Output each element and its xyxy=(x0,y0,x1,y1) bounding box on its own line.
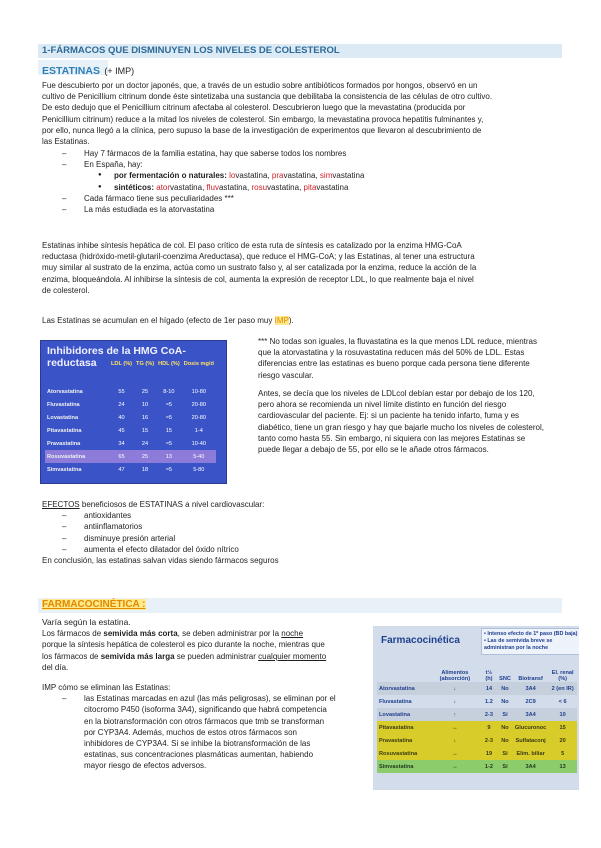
liver-text: Las Estatinas se acumulan en el hígado (efecto de 1er paso muy xyxy=(42,316,275,325)
drug-suffix: vastatina xyxy=(283,171,316,181)
value-cell: 24 xyxy=(118,401,125,408)
pk-note-line: • Las de semivida breve se administran por la noche xyxy=(484,638,553,651)
list-item: – Hay 7 fármacos de la familia estatina, hay que saberse todos los nombres xyxy=(62,148,542,159)
value-cell: ≈5 xyxy=(165,401,172,408)
value-cell: 40 xyxy=(118,414,125,421)
header-cell: HDL (%) xyxy=(158,361,180,367)
table-header-row xyxy=(377,660,577,682)
value-cell: Sulfataconj xyxy=(513,734,548,747)
header-cell xyxy=(377,660,429,682)
value-cell: 8-10 xyxy=(163,388,175,395)
list-item: – Cada fármaco tiene sus peculiaridades *** xyxy=(62,193,542,204)
intro-line: De esto dedujo que el Penicillium citrinum afectaba al colesterol. Descubrieron luego que la mevastatina (producida por xyxy=(42,103,466,113)
drug-suffix: vastatina xyxy=(170,182,203,192)
header-cell: TG (%) xyxy=(136,361,155,367)
drug-prefix: pita xyxy=(303,182,317,192)
drug-suffix: vastatina xyxy=(332,171,365,181)
efecto-item: – aumenta el efecto dilatador del óxido nítrico xyxy=(62,544,562,555)
value-cell: 1-4 xyxy=(194,427,203,434)
efectos-rest: beneficiosos de ESTATINAS a nivel cardiovascular: xyxy=(79,500,265,509)
bullet-line: inhibidores de CYP3A4. Si se inhibe la biotransformación de las xyxy=(84,739,311,749)
value-cell: 9 xyxy=(481,721,497,734)
liver-line xyxy=(42,315,294,326)
header-cell: Dosis mg/d xyxy=(183,361,214,367)
side-line: Antes, se decía que los niveles de LDLcol debían estar por debajo de los 120, xyxy=(258,389,535,398)
value-cell: 5-40 xyxy=(182,450,216,463)
text-span: Los fármacos de xyxy=(42,629,104,639)
drug-cell: Lovastatina xyxy=(47,414,79,421)
value-cell: 2 (en IR) xyxy=(548,682,577,695)
value-cell: 14 xyxy=(481,682,497,695)
mechanism-line: muy similar al sustrato de la enzima, actúa como un sustrato falso y, al ser catalizada por la enzima, reduce la acción de la xyxy=(42,263,477,273)
bullet-line: citocromo P450 (isoforma 3A4), significando que habrá competencia xyxy=(84,705,327,715)
bullet-line: estatinas, sus concentraciones plasmáticas aumentan, habiendo xyxy=(84,750,314,760)
value-cell: 20 xyxy=(548,734,577,747)
value-cell: 25 xyxy=(134,450,156,463)
drug-cell: Pravastatina xyxy=(377,734,429,747)
intro-line: por ello, nunca llegó a la clínica, pero supuso la base de la investigación de experimentos que llevaron al descubrimiento de xyxy=(42,125,482,135)
intro-line: las Estatinas. xyxy=(42,137,90,147)
farmaco-p-line xyxy=(42,651,372,662)
table-row-highlighted xyxy=(45,450,216,463)
hmg-table-title: Inhibidores de la HMG CoA-reductasa xyxy=(47,345,186,369)
value-cell: 1.2 xyxy=(485,698,493,705)
value-cell: 19 xyxy=(481,747,497,760)
drug-prefix: fluv xyxy=(206,182,219,192)
synth-item: ● sintéticos: atorvastatina, fluvastatina, rosuvastatina, pitavastatina xyxy=(98,182,542,193)
value-cell: 25 xyxy=(141,388,149,395)
drug-cell: Rosuvastatina xyxy=(45,450,109,463)
efecto-item: – antioxidantes xyxy=(62,510,562,521)
value-cell: ↓ xyxy=(453,698,457,705)
drug-cell: Lovastatina xyxy=(377,708,429,721)
list-item: – La más estudiada es la atorvastatina xyxy=(62,204,542,215)
value-cell: 16 xyxy=(141,414,149,421)
elimination-item xyxy=(62,693,372,771)
drug-prefix: rosu xyxy=(251,182,268,192)
table-row xyxy=(377,708,577,721)
drug-prefix: pra xyxy=(271,171,284,181)
subheading-row xyxy=(42,61,134,79)
value-cell: 10 xyxy=(548,708,577,721)
table-row xyxy=(45,463,216,476)
table-row xyxy=(45,398,216,411)
table-row xyxy=(377,747,577,760)
section-heading: 1-FÁRMACOS QUE DISMINUYEN LOS NIVELES DE COLESTEROL xyxy=(42,45,340,56)
value-cell: No xyxy=(497,682,513,695)
value-cell: < 6 xyxy=(558,698,567,705)
value-cell: ↔ xyxy=(429,747,481,760)
table-row xyxy=(45,424,216,437)
synth-label: sintéticos: xyxy=(114,182,155,192)
mechanism-line: enzima, bloqueándola. Al inhibirse la síntesis de col, aumenta la expresión de receptor LDL, lo que realmente baja el nivel xyxy=(42,274,474,284)
header-cell: El. renal (%) xyxy=(551,670,574,682)
drug-prefix: ator xyxy=(156,182,171,192)
value-cell: Sí xyxy=(497,708,513,721)
side-text-1 xyxy=(258,336,570,381)
drug-cell: Fluvastatina xyxy=(47,401,80,408)
bold-span: semivida más larga xyxy=(100,651,175,661)
header-cell: t½ (h) xyxy=(485,670,493,682)
drug-suffix: vastatina xyxy=(235,171,268,181)
side-line: diabético, tiene un gran riesgo y hay que bajarle mucho los niveles de colesterol, xyxy=(258,422,544,432)
drug-suffix: astatina xyxy=(218,182,248,192)
pk-table-title: Farmacocinética xyxy=(381,635,460,646)
value-cell: 13 xyxy=(548,760,577,773)
drug-suffix: vastatina xyxy=(316,182,349,192)
intro-line: Fue descubierto por un doctor japonés, que, a través de un estudio sobre antibióticos formados por hongos, observó en un xyxy=(42,81,478,90)
value-cell: No xyxy=(497,734,513,747)
table-row xyxy=(377,734,577,747)
table-row xyxy=(45,411,216,424)
statin-list xyxy=(62,148,542,215)
value-cell: 15 xyxy=(141,427,149,434)
value-cell: 10 xyxy=(141,401,149,408)
value-cell: Glucuronoc xyxy=(513,721,548,734)
value-cell: 13 xyxy=(156,450,182,463)
drug-suffix: vastatina xyxy=(267,182,300,192)
value-cell: 47 xyxy=(118,466,125,473)
farmaco-line1: Varía según la estatina. xyxy=(42,617,131,627)
mechanism-paragraph xyxy=(42,240,562,296)
drug-prefix: sim xyxy=(319,171,333,181)
drug-cell: Atorvastatina xyxy=(377,682,429,695)
value-cell: 10-40 xyxy=(191,440,206,447)
efectos-conclusion: En conclusión, las estatinas salvan vidas siendo fármacos seguros xyxy=(42,556,279,566)
value-cell: No xyxy=(501,698,509,705)
value-cell: 2C9 xyxy=(525,698,536,705)
ferment-item: ● por fermentación o naturales: lovastatina, pravastatina, simvastatina xyxy=(98,170,542,181)
value-cell: ≈5 xyxy=(165,440,172,447)
farmaco-p-line: del día. xyxy=(42,662,69,672)
intro-line: Penicillium citrinum) reduce a la mitad los niveles de colesterol. Sin embargo, la mevastatina provoca hepatitis fulminantes y, xyxy=(42,114,484,124)
value-cell: ↓ xyxy=(429,682,481,695)
bold-span: semivida más corta xyxy=(103,629,178,639)
header-cell: Biotransf xyxy=(518,676,543,682)
imp-line: IMP cómo se eliminan las Estatinas: xyxy=(42,683,171,693)
efecto-item: – disminuye presión arterial xyxy=(62,533,562,544)
intro-line: cultivo de Penicillium citrinum donde éste sintetizaba una sustancia que debilitaba la consistencia de las células de otro cultivo. xyxy=(42,92,493,102)
value-cell: 5 xyxy=(548,747,577,760)
table-row xyxy=(377,695,577,708)
farmaco-heading-band xyxy=(38,598,562,613)
mechanism-line: de colesterol. xyxy=(42,285,90,295)
value-cell: Elim. biliar xyxy=(513,747,548,760)
value-cell: 3A4 xyxy=(513,760,548,773)
drug-cell: Rosuvastatina xyxy=(377,747,429,760)
underline-span: noche xyxy=(281,629,304,639)
table-row xyxy=(45,437,216,450)
intro-paragraph xyxy=(42,80,562,147)
mechanism-line: reductasa (hidróxido-metil-glutaril-coenzima Areductasa), que reduce el HMG-CoA; y las Estatinas, al tener una estructura xyxy=(42,252,475,262)
value-cell: ↓ xyxy=(429,734,481,747)
table-row xyxy=(377,682,577,695)
list-item: – En España, hay: xyxy=(62,159,542,170)
subheading-note: (+ IMP) xyxy=(104,66,135,76)
value-cell: 20-80 xyxy=(191,401,206,408)
side-line: que la atorvastatina y la rosuvastatina reducen más del 50% de LDL. Estas xyxy=(258,348,525,358)
value-cell: 34 xyxy=(118,440,125,447)
side-line: *** No todas son iguales, la fluvastatina es la que menos LDL reduce, mientras xyxy=(258,337,537,346)
side-line: diferencias entre las estatinas es bueno porque cada persona tiene diferente xyxy=(258,359,530,369)
value-cell: 2-3 xyxy=(481,734,497,747)
side-line: pero ahora se recomienda un nivel límite distinto en función del riesgo xyxy=(258,400,507,410)
pk-note xyxy=(481,628,579,655)
efectos-title xyxy=(42,499,562,510)
value-cell: 1-2 xyxy=(481,760,497,773)
header-cell: SNC xyxy=(499,676,511,682)
efecto-item: – antiinflamatorios xyxy=(62,521,562,532)
farmaco-heading: FARMACOCINÉTICA : xyxy=(42,599,146,610)
value-cell: No xyxy=(497,721,513,734)
side-line: riesgo vascular. xyxy=(258,370,314,380)
ferment-label: por fermentación o naturales: xyxy=(114,171,227,181)
drug-cell: Pitavastatina xyxy=(47,427,82,434)
value-cell: 55 xyxy=(118,388,125,395)
value-cell: Sí xyxy=(497,760,513,773)
table-row xyxy=(45,385,216,398)
efectos-label: EFECTOS xyxy=(42,500,80,509)
value-cell: ↑ xyxy=(429,708,481,721)
pharmacokinetics-table-image xyxy=(373,626,579,790)
text-span: los fármacos de xyxy=(42,651,101,661)
value-cell: ↔ xyxy=(429,721,481,734)
farmaco-p-line: porque la síntesis hepática de colesterol es pico durante la noche, mientras que xyxy=(42,640,325,650)
efectos-section xyxy=(42,499,562,566)
value-cell: 18 xyxy=(141,466,149,473)
farmaco-text xyxy=(42,617,372,772)
value-cell: 10-80 xyxy=(191,388,206,395)
text-span: se pueden administrar xyxy=(174,651,259,661)
value-cell: 2-3 xyxy=(481,708,497,721)
drug-cell: Simvastatina xyxy=(47,466,82,473)
table-header-row xyxy=(45,361,216,385)
header-cell: LDL (%) xyxy=(111,361,133,367)
liver-end: ). xyxy=(288,316,294,325)
value-cell: 3A4 xyxy=(513,708,548,721)
value-cell: 3A4 xyxy=(513,682,548,695)
farmaco-p-line xyxy=(42,628,372,639)
imp-highlight: IMP xyxy=(274,316,289,325)
header-cell: Alimentos (absorción) xyxy=(439,670,471,682)
value-cell: ↔ xyxy=(429,760,481,773)
bullet-line: las Estatinas marcadas en azul (las más peligrosas), se eliminan por el xyxy=(84,694,336,704)
underline-span: cualquier momento xyxy=(258,651,327,661)
drug-cell: Pitavastatina xyxy=(377,721,429,734)
table-row xyxy=(377,721,577,734)
pk-table xyxy=(377,660,577,773)
side-text-2 xyxy=(258,388,570,455)
subheading-estatinas: ESTATINAS xyxy=(42,65,100,77)
value-cell: 15 xyxy=(165,427,172,434)
bullet-line: por CYP3A4. Además, muchos de estos otros fármacos son xyxy=(84,727,297,737)
value-cell: 65 xyxy=(109,450,134,463)
value-cell: 20-80 xyxy=(191,414,206,421)
value-cell: Sí xyxy=(497,747,513,760)
header-cell xyxy=(45,361,109,385)
side-line: cardiovascular del paciente. Ej: si un paciente ha tenido infarto, fuma y es xyxy=(258,411,520,421)
section-heading-band xyxy=(38,44,562,58)
drug-cell: Pravastatina xyxy=(47,440,81,447)
hmg-reductase-table-image xyxy=(40,340,227,484)
pk-note-line: • Intenso efecto de 1º paso (BD baja) xyxy=(484,631,578,637)
side-line: tanto como hasta 55. Sin embargo, ni siquiera con las mejores Estatinas se xyxy=(258,433,526,443)
value-cell: ≈5 xyxy=(165,466,172,473)
drug-prefix: lo xyxy=(229,171,236,181)
table-row xyxy=(377,760,577,773)
value-cell: ≈5 xyxy=(165,414,172,421)
value-cell: 15 xyxy=(548,721,577,734)
value-cell: 45 xyxy=(118,427,125,434)
side-line: puede llegar a debajo de 55, por ello se le añade otros fármacos. xyxy=(258,445,489,455)
value-cell: 24 xyxy=(141,440,149,447)
drug-cell: Simvastatina xyxy=(377,760,429,773)
hmg-table xyxy=(45,361,216,476)
mechanism-line: Estatinas inhibe síntesis hepática de col. El paso crítico de esta ruta de síntesis es catalizado por la enzima HMG-CoA xyxy=(42,241,462,250)
drug-cell: Fluvastatina xyxy=(379,698,412,705)
drug-cell: Atorvastatina xyxy=(47,388,83,395)
value-cell: 5-80 xyxy=(193,466,205,473)
bullet-line: en la biotransformación con otros fármacos que tmb se transforman xyxy=(84,716,325,726)
bullet-line: mayor riesgo de efectos adversos. xyxy=(84,761,207,771)
text-span: , se deben administrar por la xyxy=(177,629,282,639)
